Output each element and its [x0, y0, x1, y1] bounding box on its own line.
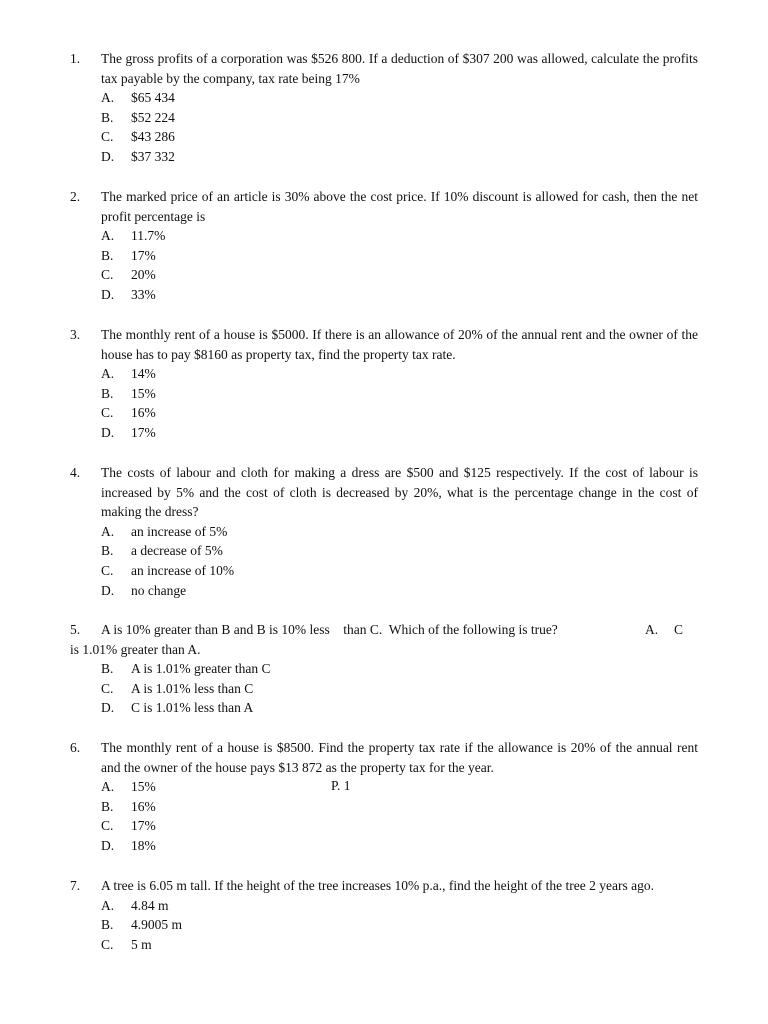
option-label: B.: [101, 247, 114, 263]
option-d: [101, 285, 698, 305]
option-label: A.: [101, 366, 115, 382]
option-text: an increase of 5%: [131, 523, 228, 539]
question-text: [70, 620, 698, 640]
question-number: 1.: [70, 51, 81, 66]
option-a: [101, 364, 698, 384]
option-text: $37 332: [131, 148, 175, 164]
question-4: [70, 463, 698, 600]
option-text: 16%: [131, 798, 156, 814]
option-b: [101, 797, 698, 817]
option-label: D.: [101, 148, 115, 164]
option-c: [101, 561, 698, 581]
option-c: [101, 127, 698, 147]
option-label: C.: [101, 562, 114, 578]
option-label: C.: [101, 267, 114, 283]
option-c: [101, 265, 698, 285]
question-3: [70, 325, 698, 443]
option-text: A is 1.01% greater than C: [131, 661, 271, 677]
option-label: D.: [101, 700, 115, 716]
option-label: D.: [101, 424, 115, 440]
option-d: [101, 147, 698, 167]
question-text: The costs of labour and cloth for making a dress are $500 and $125 respectively. If the cost of labour is increased by 5% and the cost of cloth is decreased by 20%, what is the percentage change in the cost of making the dress?: [101, 465, 698, 520]
option-label: C.: [101, 129, 114, 145]
option-label: B.: [101, 385, 114, 401]
option-a: [101, 226, 698, 246]
question-text-line2: is 1.01% greater than A.: [70, 641, 201, 657]
options-list: [101, 226, 698, 304]
options-list: [101, 522, 698, 600]
option-label: A.: [101, 897, 115, 913]
option-label: D.: [101, 286, 115, 302]
question-number: 5.: [70, 622, 81, 637]
option-text: 17%: [131, 818, 156, 834]
option-d: [101, 423, 698, 443]
option-b: [101, 541, 698, 561]
option-text: $65 434: [131, 90, 175, 106]
question-text: The marked price of an article is 30% above the cost price. If 10% discount is allowed for cash, then the net profit percentage is: [101, 189, 698, 224]
question-6: [70, 738, 698, 856]
option-text: 16%: [131, 405, 156, 421]
option-b: [101, 108, 698, 128]
option-b: [101, 246, 698, 266]
question-number: 6.: [70, 740, 81, 755]
page-number: P. 1: [331, 778, 351, 793]
question-2: [70, 187, 698, 305]
option-text: 17%: [131, 424, 156, 440]
option-d: [101, 581, 698, 601]
option-b: [101, 384, 698, 404]
option-label: A.: [101, 228, 115, 244]
option-label: B.: [101, 798, 114, 814]
option-text: 11.7%: [131, 228, 166, 244]
option-label: A.: [101, 90, 115, 106]
option-c: [101, 679, 698, 699]
options-list: [101, 364, 698, 442]
options-list: [101, 659, 698, 718]
option-text: A is 1.01% less than C: [131, 680, 254, 696]
question-text: The monthly rent of a house is $5000. If there is an allowance of 20% of the annual rent and the owner of the house has to pay $8160 as property tax, find the property tax rate.: [101, 327, 698, 362]
option-a: [101, 522, 698, 542]
option-d: [101, 698, 698, 718]
option-a: [101, 777, 698, 797]
question-text: The gross profits of a corporation was $526 800. If a deduction of $307 200 was allowed, calculate the profits tax payable by the company, tax rate being 17%: [101, 51, 698, 86]
question-number: 3.: [70, 327, 81, 342]
option-b: [101, 915, 698, 935]
option-label: C.: [101, 936, 114, 952]
option-label: D.: [101, 837, 115, 853]
option-text: 5 m: [131, 936, 152, 952]
option-label: B.: [101, 661, 114, 677]
question-text: A tree is 6.05 m tall. If the height of the tree increases 10% p.a., find the height of the tree 2 years ago.: [101, 878, 654, 893]
option-label: B.: [101, 109, 114, 125]
option-text: 18%: [131, 837, 156, 853]
question-text: The monthly rent of a house is $8500. Find the property tax rate if the allowance is 20% of the annual rent and the owner of the house pays $13 872 as the property tax for the year.: [101, 740, 698, 775]
option-text: no change: [131, 582, 187, 598]
inline-option-text: C: [674, 622, 684, 637]
option-label: C.: [101, 680, 114, 696]
option-d: [101, 836, 698, 856]
question-1: [70, 49, 698, 167]
option-label: A.: [101, 779, 115, 795]
option-label: C.: [101, 818, 114, 834]
question-number: 7.: [70, 878, 81, 893]
option-text: $52 224: [131, 109, 175, 125]
option-label: B.: [101, 543, 114, 559]
options-list: [101, 777, 698, 855]
option-text: 14%: [131, 366, 156, 382]
option-text: an increase of 10%: [131, 562, 235, 578]
option-text: 4.9005 m: [131, 917, 183, 933]
option-text: 17%: [131, 247, 156, 263]
option-text: 4.84 m: [131, 897, 169, 913]
question-text-line1: A is 10% greater than B and B is 10% less than C. Which of the following is true?: [101, 622, 558, 637]
option-c: [101, 935, 698, 955]
option-c: [101, 403, 698, 423]
option-text: 33%: [131, 286, 156, 302]
question-7: [70, 876, 698, 954]
option-text: 20%: [131, 267, 156, 283]
option-b: [101, 659, 698, 679]
option-a: [101, 896, 698, 916]
question-number: 2.: [70, 189, 81, 204]
option-text: a decrease of 5%: [131, 543, 223, 559]
option-text: 15%: [131, 385, 156, 401]
question-number: 4.: [70, 465, 81, 480]
option-label: D.: [101, 582, 115, 598]
option-label: B.: [101, 917, 114, 933]
option-label: C.: [101, 405, 114, 421]
option-text: C is 1.01% less than A: [131, 700, 254, 716]
inline-option-label: A.: [645, 622, 659, 637]
option-label: A.: [101, 523, 115, 539]
question-5: [70, 620, 698, 718]
options-list: [101, 896, 698, 955]
options-list: [101, 88, 698, 166]
option-c: [101, 816, 698, 836]
option-a: [101, 88, 698, 108]
option-text: $43 286: [131, 129, 175, 145]
option-text: 15%: [131, 779, 156, 795]
